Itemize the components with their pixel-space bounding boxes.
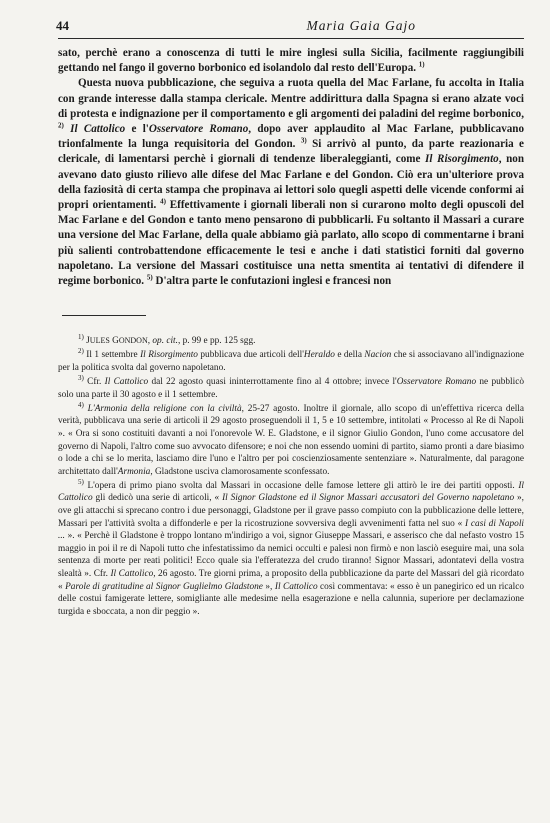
footnote-separator (62, 315, 146, 316)
footnotes (58, 335, 524, 618)
footnote-1: $^{1)}$ JULES GONDON, op. cit., p. 99 e pp. 125 sgg. (78, 333, 256, 347)
footnote-5: $^{5)}$ L'opera di primo piano svolta dal Massari in occasione delle famose lettere gli attirò le ire dei partiti opposti. Il Cattolico gli dedicò una serie di articoli, « Il Signor Gladstone ed il Signor Massari accusatori del Governo napoletano », ove gli attacchi si sprecano contro i due personaggi, Gladstone per il grave passo compiuto con la pubblicazione delle lettere, Massari per l'attività svolta a diffonderle e per la ricostruzione sovversiva degli avvenimenti fatta nel suo « I casi di Napoli ... ». « Perchè il Gladstone è troppo lontano m'indirigo a voi, signor Giuseppe Massari, e asserisco che dal nefasto vostro 15 maggio in poi il re di Napoli tutto che infestatissimo da nemici occulti e palesi non firmò e non lasciò eseguire mai, una sola sentenza di morte per reati politici! Ecco quale sia l'efferatezza del crudo tiranno! Signor Massari, adontatevi della vostra slealtà ». Cfr. Il Cattolico, 26 agosto. Tre giorni prima, a proposito della pubblicazione da parte del Massari del già ricordato « Parole di gratitudine al Signor Guglielmo Gladstone », Il Cattolico così commentava: « esso è un panegirico ed un ricalco delle costui famigerate lettere, somigliante alle medesime nella esagerazione e nella calunnia, superiore per declamazione turgida e sboccata, a non dir peggio ». (58, 477, 524, 617)
footnote-3: $^{3)}$ Cfr. Il Cattolico dal 22 agosto quasi ininterrottamente fino al 4 ottobre; invece l'Osservatore Romano ne pubblicò solo una parte il 30 agosto e il 1 settembre. (58, 373, 524, 400)
footnote-4: $^{4)}$ L'Armonia della religione con la civiltà, 25-27 agosto. Inoltre il giornale, allo scopo di un'effettiva ricerca della verità, pubblicava una serie di articoli il 29 agosto proseguendoli il 1, 5 e 10 settembre, intitolati « Processo al Re di Napoli ». « Ora si sono costituiti davanti a noi l'onorevole W. E. Gladstone, e il signor Giulio Gondon, l'uno come accusatore del governo di Napoli, l'altro come suo avvocato difensore; e noi che non essendo uomini di partito, siamo pronti a dare biasimo o lode a chi se lo merita, lasciamo dire l'uno e l'altro per poi coscienziosamente sentenziare ». Naturalmente, dal paragone architettato dall'Armonia, Gladstone usciva clamorosamente sconfessato. (58, 400, 524, 477)
footnote-2: $^{2)}$ Il 1 settembre Il Risorgimento pubblicava due articoli dell'Heraldo e della Nacion che si associavano all'indignazione per la politica svolta dal governo napoletano. (58, 347, 525, 373)
body-paragraph: sato, perchè erano a conoscenza di tutti le mire inglesi sulla Sicilia, facilmente raggiungibili gettando nel fango il governo borbonico ed isolandolo dal resto dell'Europa. $^{1)}$ (58, 47, 524, 75)
running-title: Maria Gaia Gajo (306, 18, 416, 33)
main-text (58, 46, 524, 289)
page (58, 18, 524, 620)
running-header (58, 18, 524, 39)
body-paragraph: Questa nuova pubblicazione, che seguiva a ruota quella del Mac Farlane, fu accolta in Italia con grande interesse dalla stampa clericale. Mentre addirittura dalla Spagna si erano alzate voci di protesta e indignazione per il comportamento e gli argomenti dei paladini del regime borbonico, $^{2)}$ Il Cattolico e l'Osservatore Romano, dopo aver applaudito al Mac Farlane, pubblicavano trionfalmente la lunga requisitoria del Gondon. $^{3)}$ Si arrivò al punto, da parte reazionaria e clericale, di lamentarsi perchè i giornali di tendenze liberaleggianti, come Il Risorgimento, non avevano dato giusto rilievo alle difese del Mac Farlane e del Gondon. Ciò era un'ulteriore prova della faziosità di certa stampa che propinava ai lettori solo quegli aspetti delle vicende conformi ai propri orientamenti. $^{4)}$ Effettivamente i giornali liberali non si curarono molto degli opuscoli del Mac Farlane e del Gondon e tanto meno pensarono di pubblicarli. Fu soltanto il Massari a curare una versione del Mac Farlane, della quale abbiamo già parlato, allo scopo di commentarne i brani più salienti controbattendone efficacemente le tesi e anche i dati statistici forniti dal governo napoletano. La versione del Massari costituisce una netta smentita ai tentativi di difendere il regime borbonico. $^{5)}$ D'altra parte le confutazioni inglesi e francesi non (58, 77, 525, 288)
page-number: 44 (56, 18, 69, 33)
